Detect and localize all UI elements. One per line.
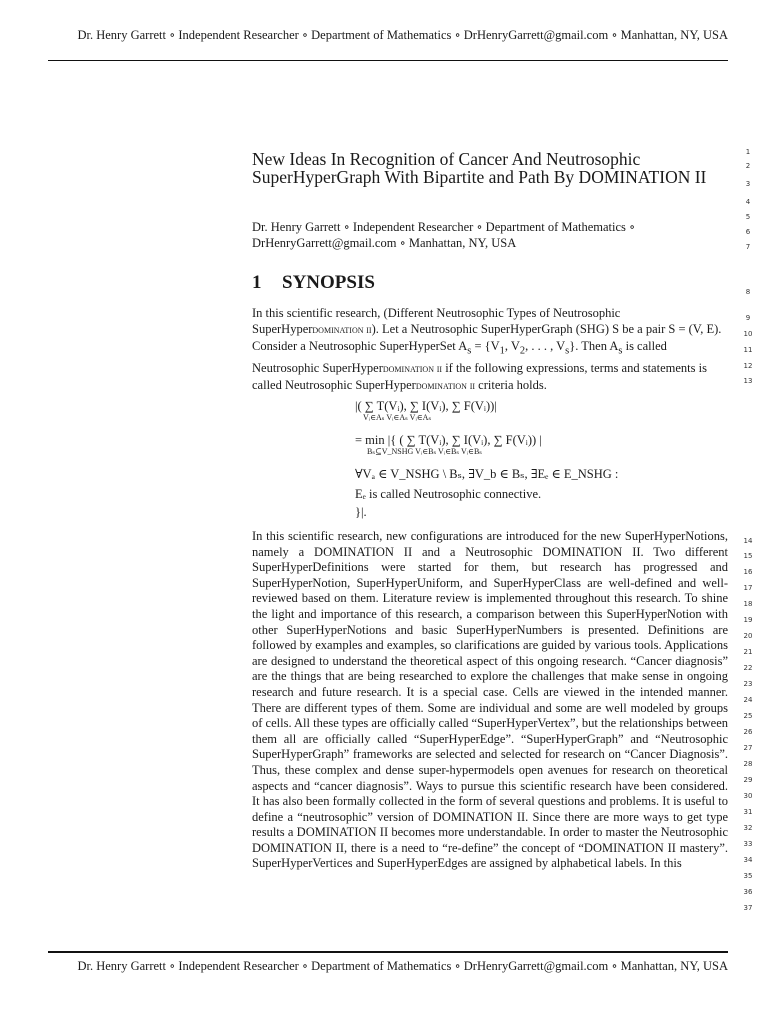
line-number: 25 xyxy=(743,712,753,720)
line-number: 11 xyxy=(743,346,753,354)
para1-smallcaps: domination ii xyxy=(312,324,372,336)
para1-text: criteria holds. xyxy=(475,377,547,392)
line-number: 5 xyxy=(745,213,751,221)
line-number: 22 xyxy=(743,664,753,672)
line-number: 26 xyxy=(743,728,753,736)
running-foot: Dr. Henry Garrett ∘ Independent Researcher ∘ Department of Mathematics ∘ DrHenryGarrett@gmail.com ∘ Manhattan, NY, USA xyxy=(77,959,728,973)
author-line: Dr. Henry Garrett ∘ Independent Researcher ∘ Department of Mathematics ∘ DrHenryGarrett@gmail.com ∘ Manhattan, NY, USA xyxy=(252,220,636,250)
formula-line-1-subscripts: Vᵢ∈Aₛ Vᵢ∈Aₛ Vᵢ∈Aₛ xyxy=(363,413,432,422)
section-heading xyxy=(252,272,728,294)
line-number: 35 xyxy=(743,872,753,880)
line-number: 24 xyxy=(743,696,753,704)
line-number: 6 xyxy=(745,228,751,236)
paper-title: New Ideas In Recognition of Cancer And Neutrosophic SuperHyperGraph With Bipartite and Path By DOMINATION II xyxy=(252,149,707,187)
para1-subscript: s xyxy=(565,345,570,357)
line-number: 10 xyxy=(743,330,753,338)
section-number: 1 xyxy=(252,272,262,293)
line-number: 32 xyxy=(743,824,753,832)
formula-line-4: Eₑ is called Neutrosophic connective. xyxy=(355,487,542,501)
line-number: 30 xyxy=(743,792,753,800)
para1-text: is called Neutrosophic SuperHyper xyxy=(252,339,667,375)
line-number: 3 xyxy=(745,180,751,188)
line-number: 15 xyxy=(743,552,753,560)
line-number: 13 xyxy=(743,377,753,385)
line-number: 33 xyxy=(743,840,753,848)
para1-text: ). Let a Neutrosophic SuperHyperGraph (SHG) S be a pair S = (V, E). Consider a Neutrosophic SuperHyperSet A xyxy=(252,322,722,353)
line-number: 34 xyxy=(743,856,753,864)
line-number: 31 xyxy=(743,808,753,816)
line-number: 14 xyxy=(743,537,753,545)
line-number: 37 xyxy=(743,904,753,912)
para1-subscript: 1 xyxy=(499,345,505,357)
line-number: 2 xyxy=(745,162,751,170)
line-number: 8 xyxy=(745,288,751,296)
line-number: 17 xyxy=(743,584,753,592)
para1-subscript: s xyxy=(467,345,472,357)
para1-subscript: 2 xyxy=(519,345,526,357)
para1-subscript: s xyxy=(618,345,623,357)
line-number: 20 xyxy=(743,632,753,640)
para1-smallcaps: domination ii xyxy=(382,362,443,375)
formula-line-3: ∀Vₐ ∈ V_NSHG \ Bₛ, ∃V_b ∈ Bₛ, ∃Eₑ ∈ E_NSHG : xyxy=(355,467,619,481)
line-number: 28 xyxy=(743,760,753,768)
para1-text: }. Then A xyxy=(569,339,619,353)
line-number: 23 xyxy=(743,680,753,688)
para1-text: , V xyxy=(504,339,520,353)
line-number: 1 xyxy=(745,148,751,156)
line-number: 12 xyxy=(743,362,753,370)
para1-text: = {V xyxy=(471,339,500,353)
formula-line-2: = min |{ ( ∑ T(Vᵢ), ∑ I(Vᵢ), ∑ F(Vᵢ)) | xyxy=(355,433,542,447)
formula-line-1: |( ∑ T(Vᵢ), ∑ I(Vᵢ), ∑ F(Vᵢ))| xyxy=(355,399,497,413)
para1-text: if the following expressions, terms and statements is called Neutrosophic SuperHyper xyxy=(252,360,707,392)
para1-text: In this scientific research, (Different Neutrosophic Types of Neutrosophic SuperHyper xyxy=(252,306,621,336)
line-number: 36 xyxy=(743,888,753,896)
line-number: 29 xyxy=(743,776,753,784)
line-number: 19 xyxy=(743,616,753,624)
line-number: 21 xyxy=(743,648,753,656)
running-head: Dr. Henry Garrett ∘ Independent Researcher ∘ Department of Mathematics ∘ DrHenryGarrett@gmail.com ∘ Manhattan, NY, USA xyxy=(77,28,728,42)
section-title: SYNOPSIS xyxy=(282,272,375,293)
line-number: 18 xyxy=(743,600,753,608)
para1-smallcaps: domination ii xyxy=(415,379,476,392)
line-number: 16 xyxy=(743,568,753,576)
header-rule xyxy=(48,60,728,61)
synopsis-paragraph-2: In this scientific research, new configurations are introduced for the new SuperHyperNotions, namely a DOMINATION II and a Neutrosophic DOMINATION II. Two different SuperHyperDefinitions were started for them, but research has progressed and SuperHyperNotion, SuperHyperUniform, and SuperHyperClass are well-defined and well-reviewed based on them. Literature review is implemented throughout this research. To shine the light and importance of this research, a comparison between this SuperHyperNotion with other SuperHyperNotions and basic SuperHyperNumbers is presented. Definitions are followed by examples and examples, so clarifications are guided by various tools. Applications are designed to understand the theoretical aspect of this ongoing research. “Cancer diagnosis” are the things that are being researched to explore the challenges that make sense in ongoing research and future research. It is a special case. Cells are viewed in the intended manner. There are different types of them. Some are individual and some are well modeled by groups of cells. All these types are officially called “SuperHyperVertex”, but the relationships between them all are officially called “SuperHyperEdge”. “SuperHyperGraph” and “Neutrosophic SuperHyperGraph” frameworks are selected and selected for research on “Cancer Diagnosis”. Thus, these complex and dense super-hypermodels open avenues for research on theoretical aspects and “cancer diagnosis”. Ways to pursue this scientific research have been considered. It has also been formally collected in the form of several questions and problems. It is useful to define a “neutrosophic” version of DOMINATION II. Since there are more ways to get type results a DOMINATION II becomes more understandable. In order to master the Neutrosophic DOMINATION II, there is a need to “re-define” the concept of “DOMINATION II mastery”. SuperHyperVertices and SuperHyperEdges are assigned by alphabetical labels. In this xyxy=(252,529,728,871)
line-number: 4 xyxy=(745,198,751,206)
line-number: 7 xyxy=(745,243,751,251)
line-number: 27 xyxy=(743,744,753,752)
line-number: 9 xyxy=(745,314,751,322)
formula-line-5: }|. xyxy=(355,505,367,519)
formula-line-2-subscripts: Bₛ⊆V_NSHG Vᵢ∈Bₛ Vᵢ∈Bₛ Vᵢ∈Bₛ xyxy=(367,447,482,456)
synopsis-paragraph-1 xyxy=(252,305,728,394)
footer-rule xyxy=(48,951,728,953)
para1-text: , . . . , V xyxy=(525,339,566,353)
